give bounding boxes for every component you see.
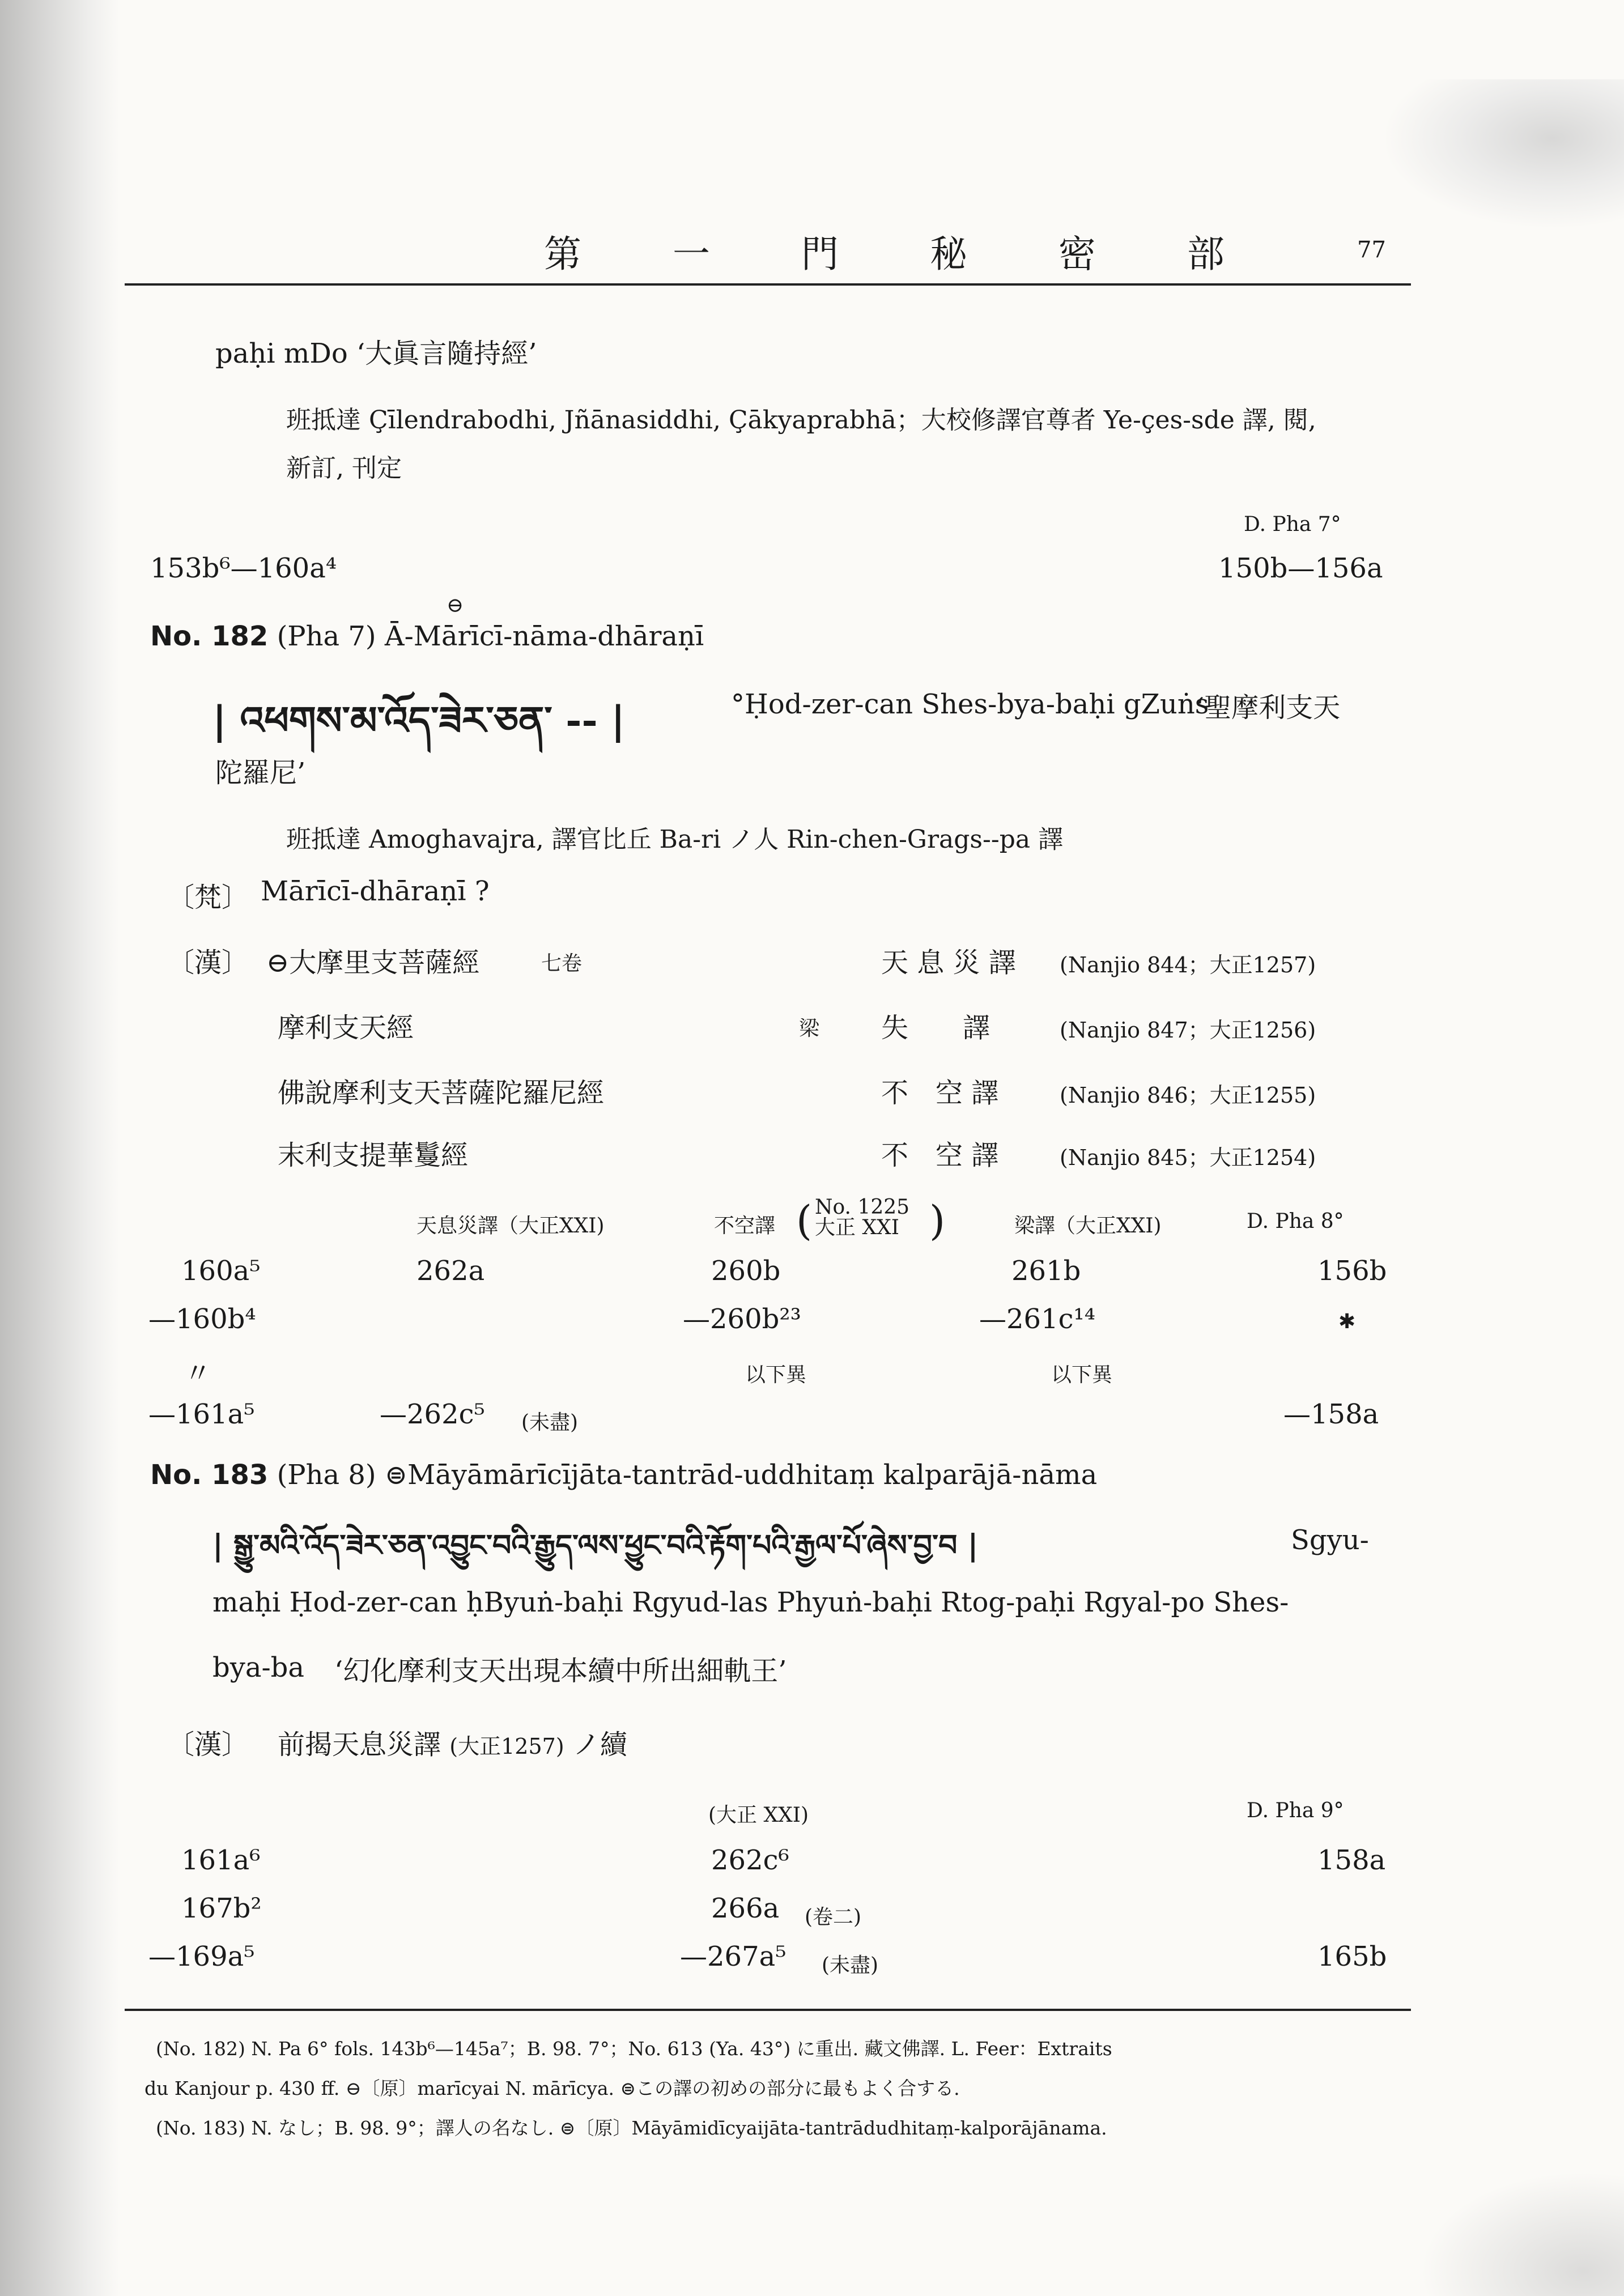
table-cell: 〃 bbox=[184, 1358, 212, 1389]
col-header-paren-line: 大正 XXI bbox=[815, 1216, 899, 1239]
table-cell-note: (未盡) bbox=[822, 1954, 879, 1977]
han-value-ref: (大正1257) bbox=[449, 1734, 564, 1759]
fan-value: Mārīcī-dhāraṇī ? bbox=[261, 875, 490, 907]
tibetan-title: | སྒྱུ་མའི་འོད་ཟེར་ཅན་འབྱུང་བའི་རྒྱུད་ལས་ཕྱུང་བའི་རྟོག་པའི་རྒྱལ་པོ་ཞེས་བྱ་བ | bbox=[212, 1528, 979, 1563]
han-translator: 失 譯 bbox=[881, 1012, 990, 1044]
paren-open: ( bbox=[796, 1197, 813, 1244]
entry-183-heading bbox=[150, 1459, 1097, 1491]
table-cell: 161a⁶ bbox=[181, 1844, 261, 1876]
table-cell: —261c¹⁴ bbox=[979, 1303, 1095, 1335]
prev-entry-translators: 班抵達 Çīlendrabodhi, Jñānasiddhi, Çākyaprabhā；大校修譯官尊者 Ye-çes-sde 譯, 閱, bbox=[286, 406, 1316, 435]
col-header: 天息災譯（大正XXI) bbox=[416, 1214, 605, 1238]
footnote: (No. 182) N. Pa 6° fols. 143b⁶—145a⁷；B. 98. 7°；No. 613 (Ya. 43°) に重出. 藏文佛譯. L. Feer：Extraits bbox=[156, 2038, 1112, 2060]
han-value bbox=[278, 1723, 627, 1762]
circle-mark: ⊜ bbox=[384, 1459, 408, 1491]
col-header-paren-line: No. 1225 bbox=[815, 1196, 910, 1219]
han-title: 佛說摩利支天菩薩陀羅尼經 bbox=[278, 1077, 605, 1109]
scan-smudge-bottom bbox=[1420, 2171, 1624, 2296]
col-header-paren bbox=[815, 1197, 909, 1238]
tibetan-title: | འཕགས་མ་འོད་ཟེར་ཅན་ -- | bbox=[212, 698, 626, 743]
tibetan-transliteration: °Ḥod-zer-can Shes-bya-baḥi gZuṅs bbox=[731, 688, 1209, 720]
han-value-text: 前揭天息災譯 bbox=[278, 1729, 441, 1761]
prev-entry-translators-cont: 新訂, 刊定 bbox=[286, 454, 402, 483]
han-label: 〔漢〕 bbox=[167, 947, 249, 979]
scan-spine-shadow bbox=[0, 0, 119, 2296]
tibetan-transliteration: Sgyu- bbox=[1291, 1524, 1369, 1556]
table-cell: —262c⁵ bbox=[380, 1398, 485, 1430]
table-cell-note: (卷二) bbox=[805, 1906, 862, 1929]
circle-mark: ⊖ bbox=[447, 594, 464, 617]
entry-number: No. 183 bbox=[150, 1459, 269, 1491]
han-translator: 天 息 災 譯 bbox=[881, 947, 1016, 979]
fan-label: 〔梵〕 bbox=[167, 882, 249, 913]
footnote: du Kanjour p. 430 ff. ⊖〔原〕marīcyai N. mārīcya. ⊜この譯の初めの部分に最もよく合する. bbox=[144, 2077, 960, 2099]
han-title: ⊖大摩里支菩薩經 bbox=[266, 947, 480, 979]
table-cell: —158a bbox=[1283, 1398, 1379, 1430]
table-cell: 以下異 bbox=[745, 1363, 807, 1387]
prev-entry-range-left: 153b⁶—160a⁴ bbox=[150, 552, 337, 584]
entry-182-translators: 班抵達 Amoghavajra, 譯官比丘 Ba-ri ノ人 Rin-chen-Grags--pa 譯 bbox=[286, 825, 1064, 854]
prev-entry-title: paḥi mDo ‘大眞言隨持經’ bbox=[215, 338, 537, 369]
chinese-title: ‘聖摩利支天 bbox=[1196, 692, 1341, 724]
entry-pha: (Pha 8) bbox=[277, 1459, 376, 1491]
table-cell: —160b⁴ bbox=[148, 1303, 256, 1335]
tibetan-transliteration-cont: maḥi Ḥod-zer-can ḥByuṅ-baḥi Rgyud-las Phyuṅ-baḥi Rtog-paḥi Rgyal-po Shes- bbox=[212, 1587, 1289, 1618]
entry-sanskrit: Ā-Mārīcī-nāma-dhāraṇī bbox=[384, 620, 704, 652]
table-cell: 以下異 bbox=[1051, 1363, 1113, 1387]
col-header: D. Pha 9° bbox=[1247, 1799, 1344, 1822]
tibetan-transliteration-cont: bya-ba bbox=[212, 1652, 305, 1683]
header-rule bbox=[125, 283, 1411, 286]
table-cell-mark: ✱ bbox=[1338, 1310, 1356, 1333]
running-header-title: 第 一 門 秘 密 部 bbox=[544, 232, 1264, 276]
chinese-title: ‘幻化摩利支天出現本續中所出細軌王’ bbox=[334, 1655, 787, 1687]
entry-sanskrit: Māyāmārīcījāta-tantrād-uddhitaṃ kalparājā-nāma bbox=[407, 1459, 1098, 1491]
entry-182-heading bbox=[150, 620, 704, 652]
prev-entry-dpha: D. Pha 7° bbox=[1244, 513, 1341, 536]
han-ref: (Nanjio 846；大正1255) bbox=[1060, 1083, 1316, 1108]
han-title: 末利支提華鬘經 bbox=[278, 1140, 469, 1171]
col-header: 梁譯（大正XXI) bbox=[1014, 1214, 1162, 1238]
paren-close: ) bbox=[929, 1197, 946, 1244]
footnote-rule bbox=[125, 2009, 1411, 2011]
prev-entry-range-right: 150b—156a bbox=[1218, 552, 1383, 584]
col-header: (大正 XXI) bbox=[708, 1804, 809, 1827]
entry-number: No. 182 bbox=[150, 620, 269, 652]
table-cell: —267a⁵ bbox=[680, 1941, 787, 1972]
page-number: 77 bbox=[1357, 237, 1386, 263]
han-label: 〔漢〕 bbox=[167, 1729, 249, 1761]
han-ref: (Nanjio 845；大正1254) bbox=[1060, 1145, 1316, 1170]
han-note: 七卷 bbox=[541, 952, 583, 975]
han-dynasty: 梁 bbox=[799, 1017, 820, 1040]
table-cell-note: (未盡) bbox=[521, 1411, 579, 1434]
footnote: (No. 183) N. なし；B. 98. 9°；譯人の名なし. ⊜〔原〕Māyāmidīcyaijāta-tantrādudhitaṃ-kalporājānama. bbox=[156, 2117, 1107, 2139]
scan-smudge-top bbox=[1386, 79, 1624, 227]
han-translator: 不 空 譯 bbox=[881, 1077, 999, 1109]
han-ref: (Nanjio 844；大正1257) bbox=[1060, 953, 1316, 977]
col-header: D. Pha 8° bbox=[1247, 1210, 1344, 1233]
table-cell: 158a bbox=[1317, 1844, 1386, 1876]
han-title: 摩利支天經 bbox=[278, 1012, 414, 1044]
table-cell: 156b bbox=[1317, 1255, 1387, 1287]
chinese-title-cont: 陀羅尼’ bbox=[215, 757, 306, 789]
table-cell: —260b²³ bbox=[683, 1303, 801, 1335]
table-cell: 260b bbox=[711, 1255, 781, 1287]
entry-pha: (Pha 7) bbox=[277, 620, 376, 652]
table-cell: 261b bbox=[1011, 1255, 1081, 1287]
table-cell: 266a bbox=[711, 1893, 780, 1924]
han-ref: (Nanjio 847；大正1256) bbox=[1060, 1018, 1316, 1043]
table-cell: 262c⁶ bbox=[711, 1844, 789, 1876]
han-value-tail: ノ續 bbox=[572, 1729, 627, 1761]
table-cell: —161a⁵ bbox=[148, 1398, 255, 1430]
han-translator: 不 空 譯 bbox=[881, 1140, 999, 1171]
table-cell: 262a bbox=[416, 1255, 485, 1287]
col-header: 不空譯 bbox=[714, 1214, 776, 1238]
table-cell: —169a⁵ bbox=[148, 1941, 255, 1972]
table-cell: 167b² bbox=[181, 1893, 262, 1924]
table-cell: 160a⁵ bbox=[181, 1255, 261, 1287]
table-cell: 165b bbox=[1317, 1941, 1387, 1972]
